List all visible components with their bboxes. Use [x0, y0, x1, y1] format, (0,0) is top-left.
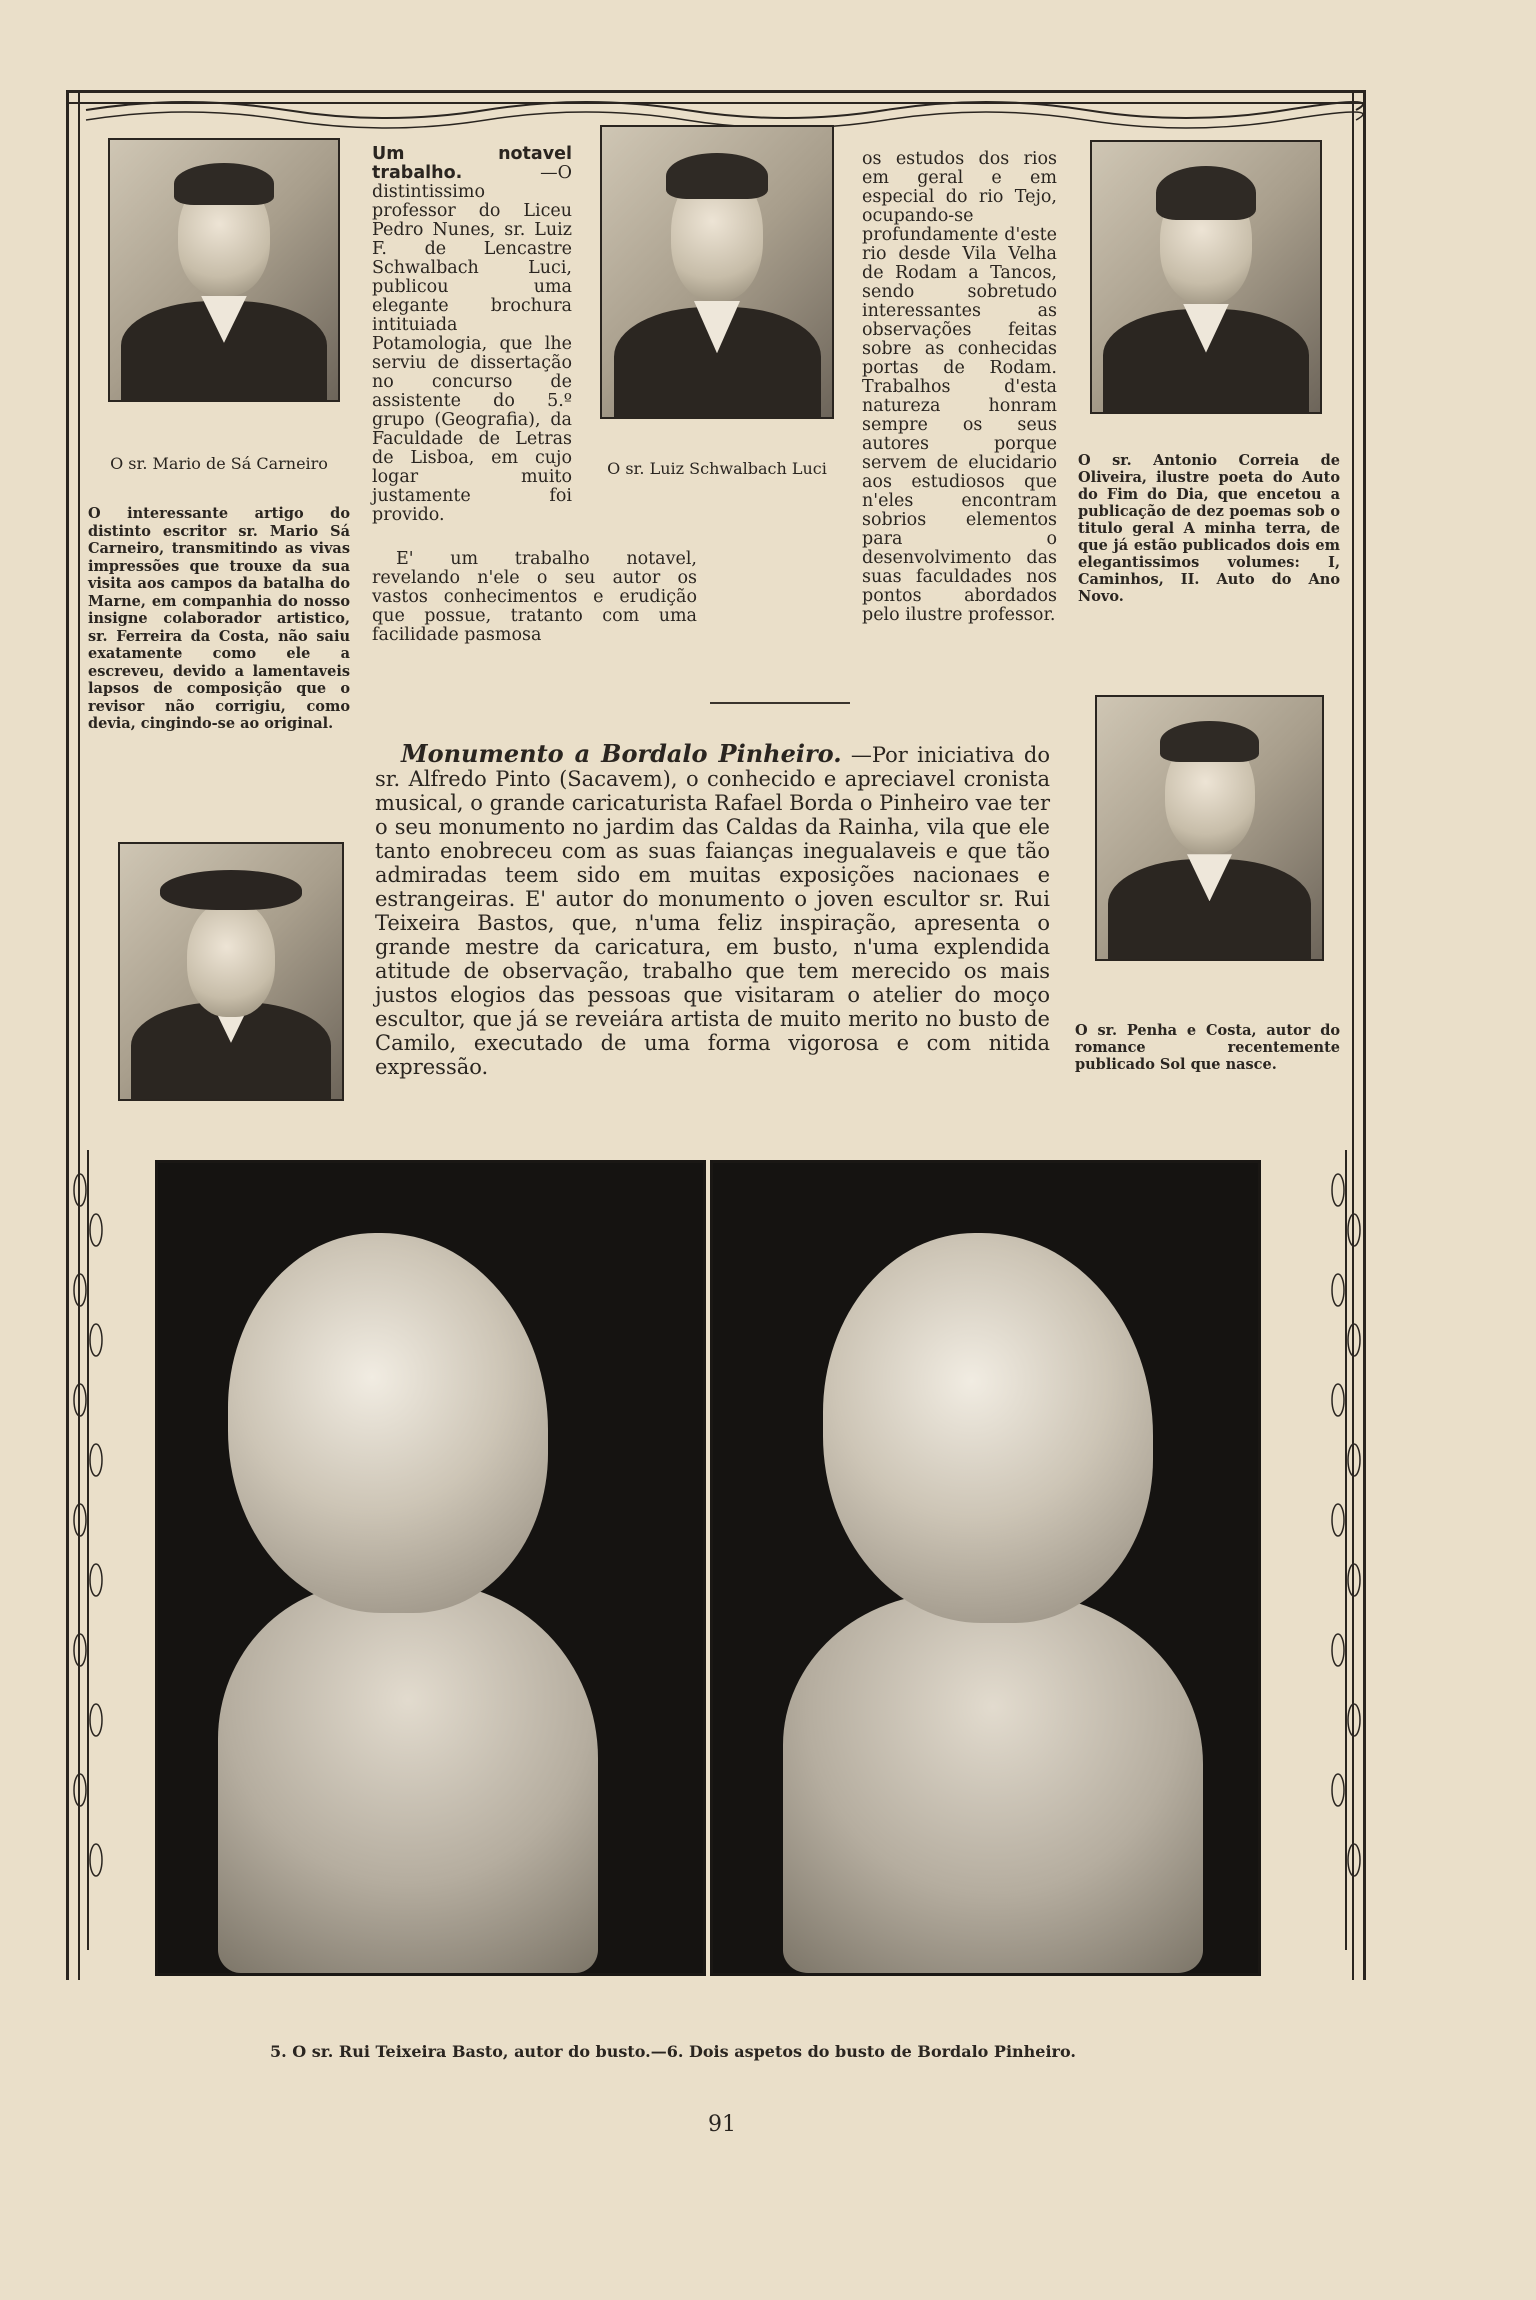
caption-antonio-correia-de-oliveira: O sr. Antonio Correia de Oliveira, ilustre poeta do Auto do Fim do Dia, que encetou a publicação de dez poemas sob o titulo geral A minha terra, de que já estão publicados dois em elegantissimos volumes: I, Caminhos, II. Auto do Ano Novo. — [1078, 452, 1340, 605]
caption-mario-sa-carneiro: O sr. Mario de Sá Carneiro — [110, 454, 328, 473]
photo-mario-sa-carneiro — [108, 138, 340, 402]
mario-sa-carneiro-note: O interessante artigo do distinto escritor sr. Mario Sá Carneiro, transmitindo as vivas impressões que trouxe da sua visita aos campos da batalha do Marne, em companhia do nosso insigne colaborador artistico, sr. Ferreira da Costa, não saiu exatamente como ele a escreveu, devido a lamentaveis lapsos de composição que o revisor não corrigiu, como devia, cingindo-se ao original. — [88, 505, 350, 732]
photo-rui-teixeira-basto — [118, 842, 344, 1101]
bust-photo-left — [155, 1160, 706, 1976]
photo-antonio-correia-de-oliveira — [1090, 140, 1322, 414]
monument-text: —Por iniciativa do sr. Alfredo Pinto (Sacavem), o conhecido e apreciavel cronista musical, o grande caricaturista Rafael Borda o Pinheiro vae ter o seu monumento no jardim das Caldas da Rainha, vila que ele tanto enobreceu com as suas faianças inegualaveis e que tão admiradas teem sido em muitas exposições nacionaes e estrangeiras. E' autor do monumento o joven escultor sr. Rui Teixeira Bastos, que, n'uma feliz inspiração, apresenta o grande mestre da caricatura, em busto, n'uma explendida atitude de observação, trabalho que tem merecido os mais justos elogios das pessoas que visitaram o atelier do moço escultor, que já se reveiára artista de muito merito no busto de Camilo, executado de uma forma vigorosa e com nitida expressão. — [375, 743, 1050, 1079]
separator-line — [710, 702, 850, 704]
column-3-text: os estudos dos rios em geral e em especial do rio Tejo, ocupando-se profundamente d'este rio desde Vila Velha de Rodam a Tancos, sendo sobretudo interessantes as observações feitas sobre as conhecidas portas de Rodam. Trabalhos d'esta natureza honram sempre os seus autores porque servem de elucidario aos estudiosos que n'eles encontram sobrios elementos para o desenvolvimento das suas faculdades nos pontos abordados pelo ilustre professor. — [862, 149, 1057, 625]
column-2-text — [372, 145, 572, 525]
column-2-text-continued: E' um trabalho notavel, revelando n'ele o seu autor os vastos conhecimentos e erudição que possue, tratanto com uma facilidade pasmosa — [372, 549, 697, 645]
bust-photo-right — [710, 1160, 1261, 1976]
monument-title: Monumento a Bordalo Pinheiro. — [401, 739, 842, 768]
monument-article — [375, 739, 1050, 1079]
caption-penha-e-costa: O sr. Penha e Costa, autor do romance recentemente publicado Sol que nasce. — [1075, 1022, 1340, 1073]
page-number: 91 — [708, 2112, 736, 2137]
photo-penha-e-costa — [1095, 695, 1324, 961]
photo-luiz-schwalbach-luci — [600, 125, 834, 419]
bottom-caption: 5. O sr. Rui Teixeira Basto, autor do busto.—6. Dois aspetos do busto de Bordalo Pinheiro. — [270, 2042, 1076, 2061]
left-leaf-ornament — [68, 1150, 108, 1950]
caption-luiz-schwalbach-luci: O sr. Luiz Schwalbach Luci — [607, 459, 827, 478]
garland-ornament — [66, 90, 1366, 130]
right-leaf-ornament — [1326, 1150, 1366, 1950]
notable-work-heading: Um notavel trabalho. — [372, 144, 572, 183]
notable-work-text: —O distintissimo professor do Liceu Pedro Nunes, sr. Luiz F. de Lencastre Schwalbach Luci, publicou uma elegante brochura intituiada Potamologia, que lhe serviu de dissertação no concurso de assistente do 5.º grupo (Geografia), da Faculdade de Letras de Lisboa, em cujo logar muito justamente foi provido. — [372, 163, 572, 525]
